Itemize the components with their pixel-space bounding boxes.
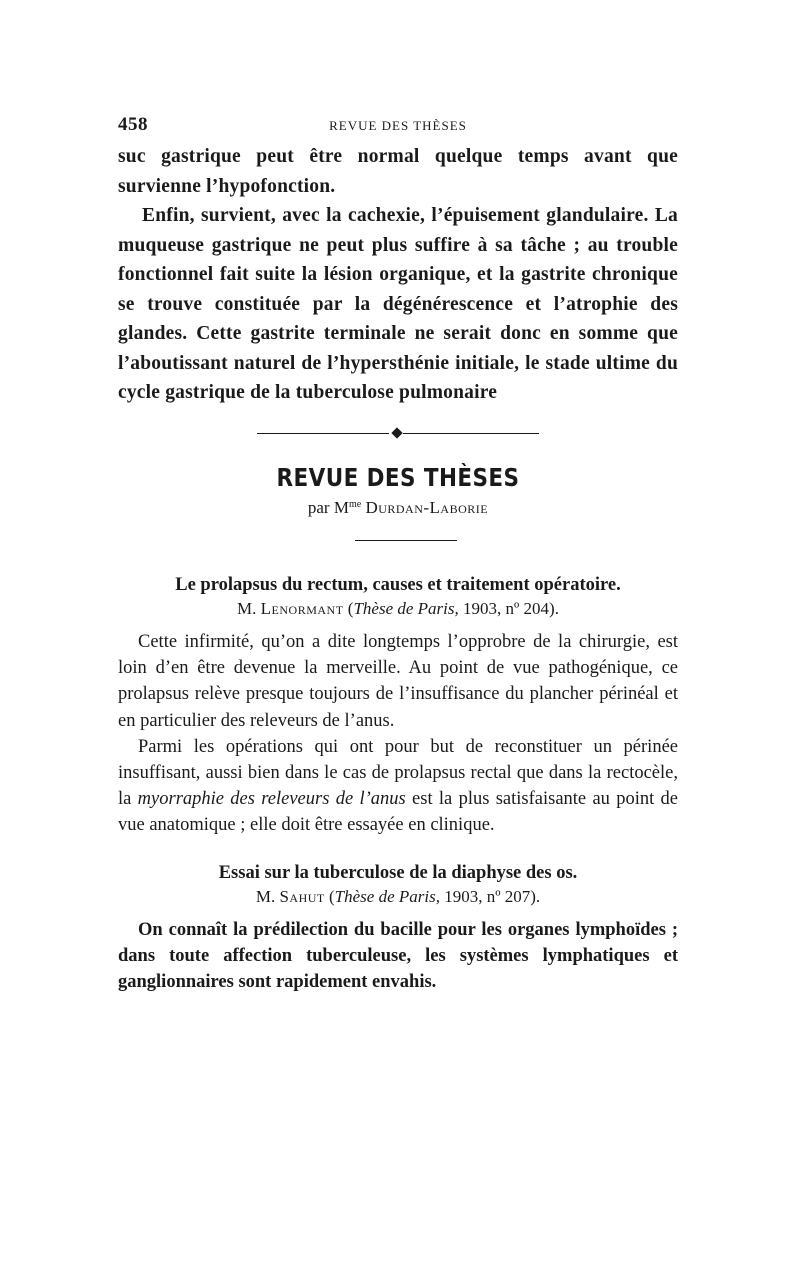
- byline-prefix: par M: [307, 497, 349, 517]
- intro-text: [118, 142, 678, 408]
- article-title: Essai sur la tuberculose de la diaphyse des os.: [218, 862, 578, 883]
- citation-open: (: [347, 599, 354, 618]
- author-prefix: M.: [255, 886, 276, 906]
- short-divider-rule: [355, 540, 457, 542]
- section-byline: [118, 493, 678, 520]
- citation-rest: 1903, nº 204).: [458, 599, 559, 618]
- paragraph-text: Parmi les opérations qui ont pour but de reconstituer un périnée insuffisant, aussi bien dans le cas de prolapsus rectal que dans la rectocèle, la: [118, 736, 678, 810]
- article-body: [118, 629, 678, 839]
- article-author: [118, 597, 678, 621]
- citation-open: (: [329, 886, 335, 906]
- article-body: [118, 917, 678, 996]
- citation-italic: Thèse de Paris,: [334, 886, 440, 906]
- fleuron-divider: [257, 428, 539, 440]
- intro-paragraph: suc gastrique peut être normal quelque temps avant que survienne l’hypofonction.: [118, 146, 678, 197]
- author-prefix: M.: [237, 599, 257, 618]
- article-paragraph: On connaît la prédilection du bacille pour les organes lymphoïdes ; dans toute affection tuberculeuse, les systèmes lymphatiques et ganglionnaires sont rapidement envahis.: [118, 919, 678, 993]
- article-author: [118, 885, 678, 909]
- intro-paragraph: Enfin, survient, avec la cachexie, l’épuisement glandulaire. La muqueuse gastrique ne peut plus suffire à sa tâche ; au trouble fonctionnel fait suite la lésion organique, et la gastrite chronique se trouve constituée par la dégénérescence et l’atrophie des glandes. Cette gastrite terminale ne serait donc en somme que l’aboutissant naturel de l’hypersthénie initiale, le stade ultime du cycle gastrique de la tuberculose pulmonaire: [118, 205, 678, 403]
- paragraph-italic-text: myorraphie des releveurs de l’anus: [137, 789, 406, 810]
- citation-italic: Thèse de Paris,: [353, 599, 459, 618]
- paragraph-text: est la plus satisfaisante au point de vue anatomique ; elle doit être essayée en clinique.: [118, 789, 679, 836]
- page-number: 458: [118, 114, 148, 135]
- byline-superscript: me: [348, 498, 362, 510]
- diamond-ornament-icon: [391, 427, 402, 438]
- article-paragraph: [118, 734, 678, 839]
- divider-rule: [403, 433, 539, 435]
- article-paragraph: Cette infirmité, qu’on a dite longtemps l’opprobre de la chirurgie, est loin d’en être devenue la merveille. Au point de vue pathogénique, ce prolapsus relève presque toujours de l’insuffisance du plancher périnéal et en particulier des releveurs de l’anus.: [118, 632, 678, 731]
- author-name: Lenormant: [260, 599, 344, 618]
- byline-name: Durdan-Laborie: [365, 497, 489, 517]
- running-title: REVUE DES THÈSES: [329, 118, 467, 133]
- author-name: Sahut: [279, 886, 325, 906]
- divider-rule: [257, 433, 389, 435]
- citation-rest: 1903, nº 207).: [439, 886, 541, 906]
- section-title: REVUE DES THÈSES: [276, 462, 520, 492]
- book-page: [118, 112, 678, 995]
- article-title: Le prolapsus du rectum, causes et traitement opératoire.: [175, 575, 621, 595]
- running-head: [118, 112, 678, 142]
